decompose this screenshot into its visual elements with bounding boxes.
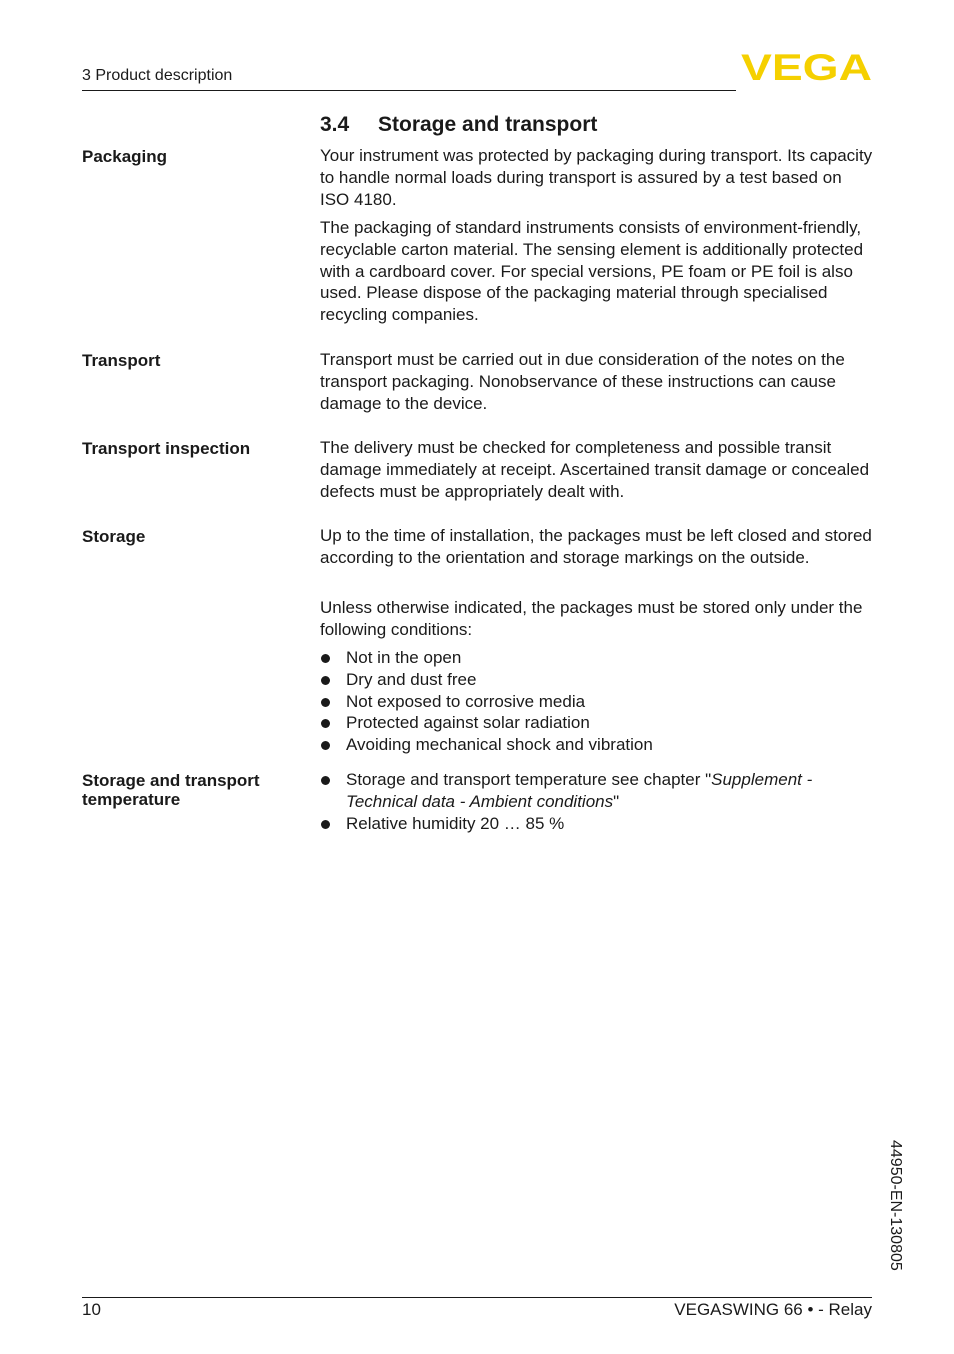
storage-paragraph-2: Unless otherwise indicated, the packages must be stored only under the following conditions: (320, 598, 863, 639)
section-number: 3.4 (320, 113, 350, 136)
header-divider (82, 90, 736, 91)
document-number: 44950-EN-130805 (887, 1140, 904, 1271)
bullet-icon (321, 676, 330, 685)
page-number: 10 (82, 1300, 101, 1319)
transport-label: Transport (82, 351, 161, 370)
bullet-icon (321, 820, 330, 829)
temperature-suffix: " (613, 791, 620, 811)
list-item-text: Not in the open (346, 648, 462, 667)
storage-conditions-list (320, 647, 875, 756)
product-name: VEGASWING 66 • - Relay (674, 1300, 872, 1319)
vega-logo (741, 52, 872, 82)
list-item (320, 769, 875, 813)
bullet-icon (321, 698, 330, 707)
footer-divider (82, 1297, 872, 1298)
bullet-icon (321, 719, 330, 728)
list-item-text: Not exposed to corrosive media (346, 691, 586, 711)
transport-paragraph: Transport must be carried out in due consideration of the notes on the transport packaging. Nonobservance of these instructions can cause damage to the device. (320, 350, 845, 413)
transport-inspection-paragraph: The delivery must be checked for completeness and possible transit damage immediately at receipt. Ascertained transit damage or concealed defects must be appropriately dealt with. (320, 438, 870, 501)
list-item (320, 813, 875, 835)
list-item (320, 691, 875, 713)
list-item (320, 669, 875, 691)
bullet-icon (321, 776, 330, 785)
packaging-paragraph-1: Your instrument was protected by packaging during transport. Its capacity to handle normal loads during transport is assured by a test based on ISO 4180. (320, 146, 873, 209)
bullet-icon (321, 741, 330, 750)
chapter-reference: Supplement - Technical data - Ambient conditions (346, 770, 813, 811)
section-title-text: Storage and transport (378, 113, 598, 136)
list-item (320, 647, 875, 669)
temperature-list (320, 769, 875, 834)
storage-label: Storage (82, 527, 146, 546)
list-item-text: Protected against solar radiation (346, 713, 590, 733)
list-item-text: Avoiding mechanical shock and vibration (346, 735, 653, 755)
list-item-text: Dry and dust free (346, 669, 477, 689)
packaging-label: Packaging (82, 147, 168, 166)
storage-paragraph-1: Up to the time of installation, the packages must be left closed and stored according to the orientation and storage markings on the outside. (320, 526, 872, 567)
list-item (320, 712, 875, 734)
bullet-icon (321, 654, 330, 663)
packaging-paragraph-2: The packaging of standard instruments consists of environment-friendly, recyclable carton material. The sensing element is additionally protected with a cardboard cover. For special versions, PE foam or PE foil is also used. Please dispose of the packaging material through specialised recycling companies. (320, 218, 864, 325)
list-item (320, 734, 875, 756)
svg-text:VEGA: VEGA (741, 52, 872, 82)
chapter-header: 3 Product description (82, 67, 233, 84)
temperature-prefix: Storage and transport temperature see chapter " (346, 770, 712, 789)
temperature-label: Storage and transport temperature (82, 771, 260, 809)
transport-inspection-label: Transport inspection (82, 439, 251, 458)
humidity-text: Relative humidity 20 … 85 % (346, 813, 565, 833)
section-title (320, 113, 597, 137)
